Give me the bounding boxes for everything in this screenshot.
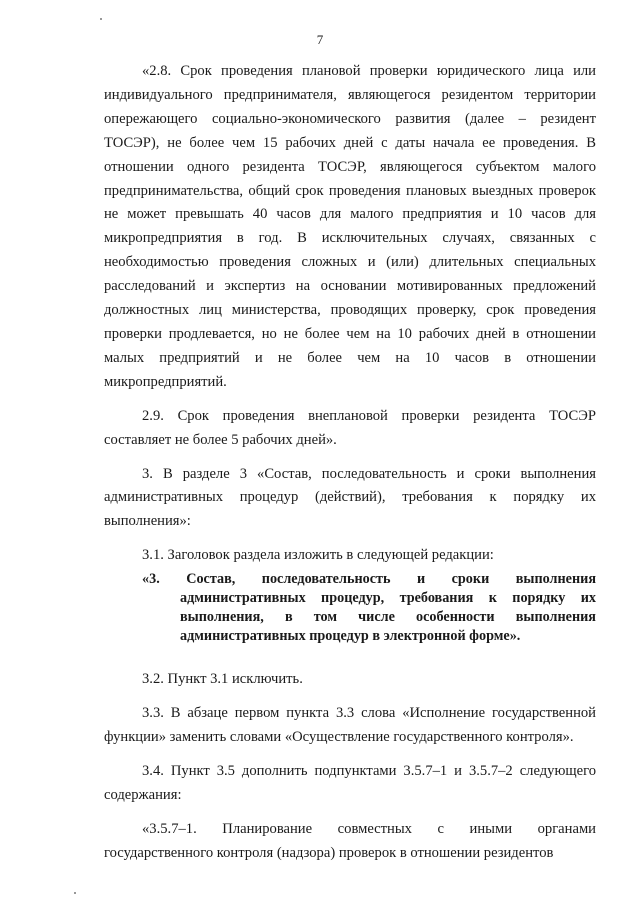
paragraph-3-3: 3.3. В абзаце первом пункта 3.3 слова «Исполнение государственной функции» заменить словами «Осуществление государственного контроля».	[104, 705, 596, 745]
paragraph-2-9: 2.9. Срок проведения внеплановой проверки резидента ТОСЭР составляет не более 5 рабочих дней».	[104, 407, 596, 448]
paragraph-3: 3. В разделе 3 «Состав, последовательность и сроки выполнения административных процедур (действий), требования к порядку их выполнения»:	[104, 465, 596, 530]
scan-speck	[100, 18, 102, 20]
paragraph-3-1: 3.1. Заголовок раздела изложить в следующей редакции:	[142, 547, 494, 564]
paragraph-3-4: 3.4. Пункт 3.5 дополнить подпунктами 3.5.7–1 и 3.5.7–2 следующего содержания:	[104, 762, 596, 803]
paragraph-3-5-7-1: «3.5.7–1. Планирование совместных с иными органами государственного контроля (надзора) проверок в отношении резидентов	[104, 820, 596, 861]
page-number: 7	[316, 32, 324, 47]
paragraph-2-8: «2.8. Срок проведения плановой проверки юридического лица или индивидуального предпринимателя, являющегося резидентом территории опережающего социально-экономического развития (далее – резидент ТОСЭР), не более чем 15 рабочих дней с даты начала ее проведения. В отношении одного резидента ТОСЭР, являющегося субъектом малого предпринимательства, общий срок проведения плановых выездных проверок не может превышать 40 часов для малого предприятия и 10 часов для микропредприятия в год. В исключительных случаях, связанных с необходимостью проведения сложных и (или) длительных специальных расследований и экспертиз на основании мотивированных предложений должностных лиц министерства, проводящих проверку, срок проведения проверки продлевается, но не более чем на 10 рабочих дней в отношении малых предприятий и не более чем на 10 часов в отношении микропредприятий.	[104, 63, 596, 390]
document-body	[104, 60, 596, 865]
paragraph-3-2: 3.2. Пункт 3.1 исключить.	[142, 671, 303, 688]
section-heading-new: «3. Состав, последовательность и сроки выполнения административных процедур, требования к порядку их выполнения, в том числе особенности выполнения административных процедур в электронной форме».	[142, 571, 596, 645]
scan-speck	[74, 892, 76, 894]
